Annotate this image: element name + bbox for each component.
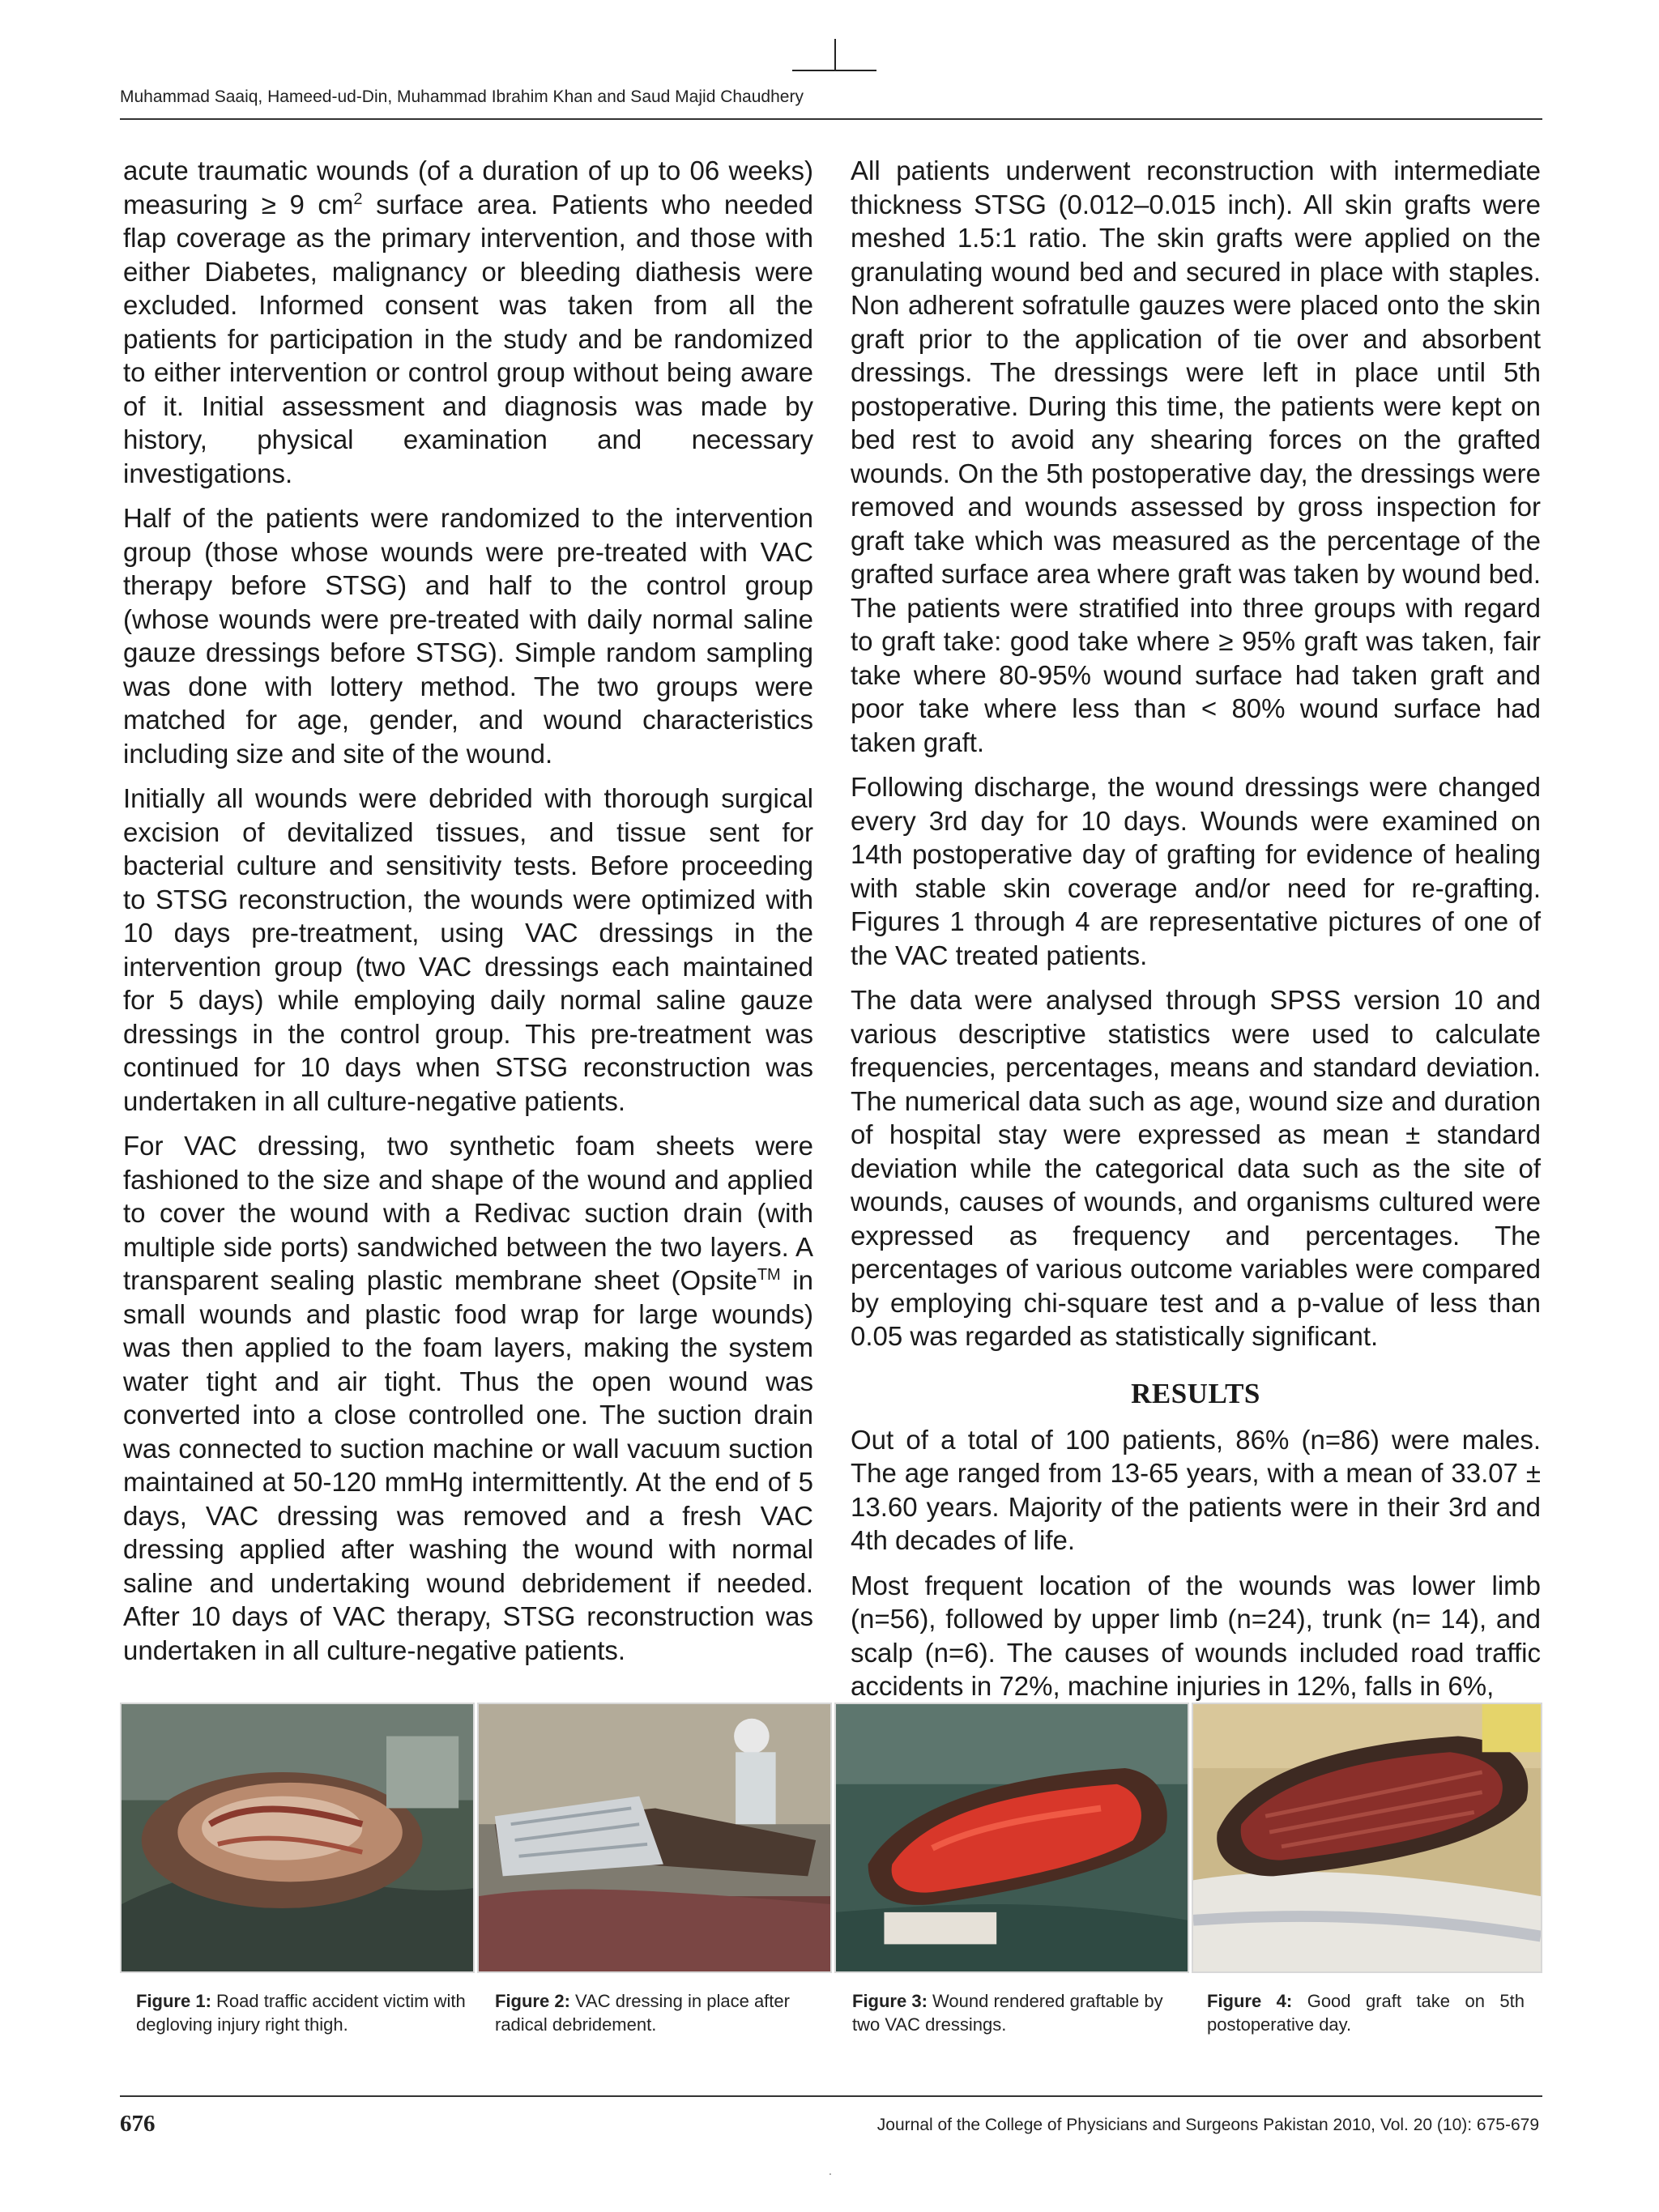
header-rule: [120, 118, 1542, 120]
paragraph: Out of a total of 100 patients, 86% (n=86) were males. The age ranged from 13-65 years, with a mean of 33.07 ± 13.60 years. Majority of the patients were in their 3rd and 4th decades of life.: [851, 1424, 1541, 1555]
running-head-authors: Muhammad Saaiq, Hameed-ud-Din, Muhammad Ibrahim Khan and Saud Majid Chaudhery: [120, 87, 804, 106]
journal-citation: Journal of the College of Physicians and Surgeons Pakistan 2010, Vol. 20 (10): 675-679: [876, 2116, 1539, 2134]
caption-text: Wound rendered graftable by two VAC dressings.: [852, 1991, 1163, 2035]
paragraph: The data were analysed through SPSS version 10 and various descriptive statistics were used to calculate frequencies, percentages, means and standard deviation. The numerical data such as age, wound size and duration of hospital stay were expressed as mean ± standard deviation while the categorical data such as the site of wounds, causes of wounds, and organisms cultured were expressed as frequency and percentages. The percentages of various outcome variables were compared by employing chi-square test and a p-value of less than 0.05 was regarded as statistically significant.: [851, 985, 1541, 1351]
figure-label: Figure 4:: [1207, 1991, 1293, 2011]
paragraph: Initially all wounds were debrided with thorough surgical excision of devitalized tissues, and tissue sent for bacterial culture and sensitivity tests. Before proceeding to STSG reconstruction, the wounds were optimized with 10 days pre-treatment, using VAC dressings in the intervention group (two VAC dressings each maintained for 5 days) while employing daily normal saline gauze dressings in the control group. This pre-treatment was continued for 10 days when STSG reconstruction was undertaken in all culture-negative patients.: [123, 783, 813, 1116]
figure-strip: [120, 1703, 1542, 1973]
figure-4-photo: [1192, 1703, 1542, 1973]
superscript: 2: [353, 190, 363, 208]
text-run: surface area. Patients who needed flap coverage as the primary intervention, and those with either Diabetes, malignancy or bleeding diathesis were excluded. Informed consent was taken from all the patients for participation in the study and be randomized to either intervention or control group without being aware of it. Initial assessment and diagnosis was made by history, physical examination and necessary investigations.: [123, 189, 813, 488]
figure-1-photo: [120, 1703, 475, 1973]
paragraph: Half of the patients were randomized to the intervention group (those whose wounds were pre-treated with VAC therapy before STSG) and half to the control group (whose wounds were pre-treated with daily normal saline gauze dressings before STSG). Simple random sampling was done with lottery method. The two groups were matched for age, gender, and wound characteristics including size and site of the wound.: [123, 503, 813, 769]
section-heading-results: RESULTS: [1131, 1377, 1260, 1409]
figure-3-photo: [834, 1703, 1189, 1973]
figure-1-caption: [136, 1989, 468, 2036]
right-column: [851, 154, 1541, 1715]
crop-mark-horizontal: [792, 70, 876, 71]
figure-2-photo: [477, 1703, 832, 1973]
caption-text: Road traffic accident victim with degloving injury right thigh.: [136, 1991, 466, 2035]
figure-4-caption: [1207, 1989, 1525, 2036]
figure-3-caption: [852, 1989, 1184, 2036]
figure-label: Figure 1:: [136, 1991, 211, 2011]
paragraph: Most frequent location of the wounds was lower limb (n=56), followed by upper limb (n=24), trunk (n= 14), and scalp (n=6). The causes of wounds included road traffic accidents in 72%, machine injuries in 12%, falls in 6%,: [851, 1570, 1541, 1701]
caption-text: VAC dressing in place after radical debridement.: [495, 1991, 790, 2035]
text-run: in small wounds and plastic food wrap for large wounds) was then applied to the foam layers, making the system water tight and air tight. Thus the open wound was converted into a close controlled one. The suction drain was connected to suction machine or wall vacuum suction maintained at 50-120 mmHg intermittently. At the end of 5 days, VAC dressing was removed and a fresh VAC dressing applied after washing the wound with normal saline and undertaking wound debridement if needed. After 10 days of VAC therapy, STSG reconstruction was undertaken in all culture-negative patients.: [123, 1265, 813, 1665]
footer-rule: [120, 2095, 1542, 2097]
left-column: [123, 154, 813, 1678]
figure-2-caption: [495, 1989, 827, 2036]
figure-label: Figure 3:: [852, 1991, 928, 2011]
crop-mark-vertical: [834, 39, 836, 71]
paragraph: [123, 1129, 813, 1667]
text-run: acute traumatic wounds (of a duration of up to 06 weeks) measuring ≥ 9 cm: [123, 156, 813, 219]
paragraph: Following discharge, the wound dressings were changed every 3rd day for 10 days. Wounds were examined on 14th postoperative day of grafting for evidence of healing with stable skin coverage and/or need for re-grafting. Figures 1 through 4 are representative pictures of one of the VAC treated patients.: [851, 772, 1541, 970]
caption-text: Good graft take on 5th postoperative day.: [1207, 1991, 1525, 2035]
figure-label: Figure 2:: [495, 1991, 570, 2011]
trademark-superscript: TM: [757, 1266, 781, 1284]
paragraph: [123, 154, 813, 490]
text-run: For VAC dressing, two synthetic foam sheets were fashioned to the size and shape of the wound and applied to cover the wound with a Redivac suction drain (with multiple side ports) sandwiched between the two layers. A transparent sealing plastic membrane sheet (Opsite: [123, 1131, 813, 1295]
paragraph: All patients underwent reconstruction with intermediate thickness STSG (0.012–0.015 inch). All skin grafts were meshed 1.5:1 ratio. The skin grafts were applied on the granulating wound bed and secured in place with staples. Non adherent sofratulle gauzes were placed onto the skin graft prior to the application of tie over and absorbent dressings. The dressings were left in place until 5th postoperative. During this time, the patients were kept on bed rest to avoid any shearing forces on the grafted wounds. On the 5th postoperative day, the dressings were removed and wounds assessed by gross inspection for graft take which was measured as the percentage of the grafted surface area where graft was taken by wound bed. The patients were stratified into three groups with regard to graft take: good take where ≥ 95% graft was taken, fair take where 80-95% wound surface had taken graft and poor take where less than < 80% wound surface had taken graft.: [851, 156, 1541, 757]
footer-dot: .: [829, 2164, 832, 2177]
page-number: 676: [120, 2111, 156, 2137]
